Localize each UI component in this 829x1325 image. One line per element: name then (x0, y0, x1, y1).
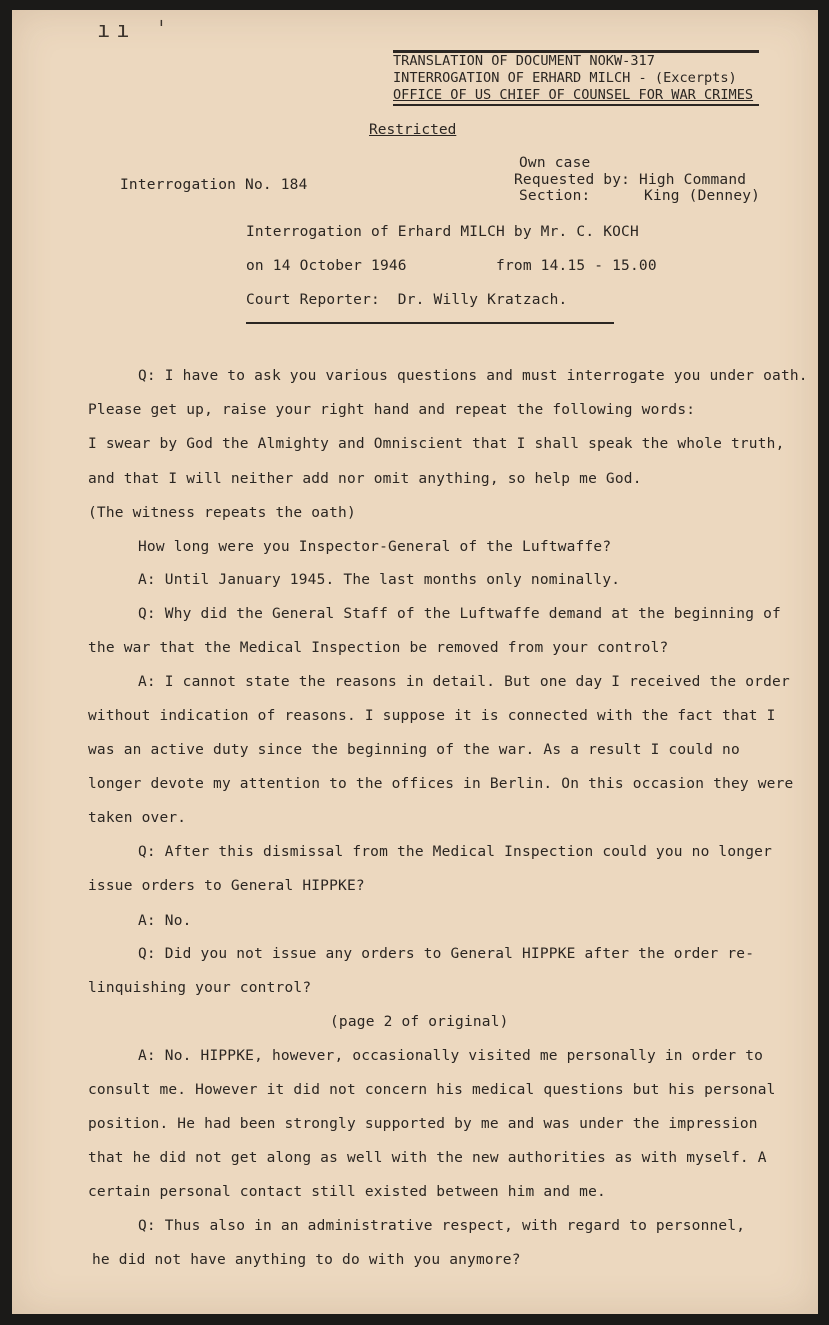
body-line: and that I will neither add nor omit anything, so help me God. (88, 471, 642, 487)
header-bottom-rule (393, 104, 759, 106)
title-line-1: Interrogation of Erhard MILCH by Mr. C. KOCH (246, 224, 639, 240)
page-marker: (page 2 of original) (330, 1014, 509, 1030)
interrogation-number: Interrogation No. 184 (120, 177, 308, 193)
header-line-3: OFFICE OF US CHIEF OF COUNSEL FOR WAR CRIMES (393, 87, 754, 103)
title-line-2: on 14 October 1946 from 14.15 - 15.00 (246, 258, 657, 274)
case-info-line-1: Own case (519, 155, 591, 171)
body-line: position. He had been strongly supported by me and was under the impression (88, 1116, 758, 1132)
body-line: A: No. (138, 913, 192, 929)
body-line: that he did not get along as well with the new authorities as with myself. A (88, 1150, 767, 1166)
body-line: he did not have anything to do with you anymore? (92, 1252, 521, 1268)
body-line: Please get up, raise your right hand and repeat the following words: (88, 402, 696, 418)
body-line: (The witness repeats the oath) (88, 505, 356, 521)
body-line: Q: I have to ask you various questions and must interrogate you under oath. (138, 368, 808, 384)
body-line: without indication of reasons. I suppose it is connected with the fact that I (88, 708, 776, 724)
header-line-2: INTERROGATION OF ERHARD MILCH - (Excerpts) (393, 70, 737, 86)
header-line-1: TRANSLATION OF DOCUMENT NOKW-317 (393, 53, 655, 69)
document-page (12, 10, 818, 1314)
body-line: Q: Why did the General Staff of the Luftwaffe demand at the beginning of (138, 606, 781, 622)
body-line: Q: After this dismissal from the Medical Inspection could you no longer (138, 844, 773, 860)
body-line: A: I cannot state the reasons in detail. But one day I received the order (138, 674, 790, 690)
body-line: linquishing your control? (88, 980, 312, 996)
body-line: longer devote my attention to the offices in Berlin. On this occasion they were (88, 776, 794, 792)
body-line: certain personal contact still existed between him and me. (88, 1184, 606, 1200)
body-line: Q: Thus also in an administrative respect, with regard to personnel, (138, 1218, 746, 1234)
restricted-label: Restricted (369, 122, 457, 138)
body-line: the war that the Medical Inspection be removed from your control? (88, 640, 669, 656)
body-line: was an active duty since the beginning of the war. As a result I could no (88, 742, 740, 758)
body-line: Q: Did you not issue any orders to General HIPPKE after the order re- (138, 946, 755, 962)
body-line: A: No. HIPPKE, however, occasionally visited me personally in order to (138, 1048, 764, 1064)
title-line-3: Court Reporter: Dr. Willy Kratzach. (246, 292, 568, 308)
margin-marks: ıı ˈ (97, 18, 174, 43)
body-line: How long were you Inspector-General of the Luftwaffe? (138, 539, 612, 555)
title-rule (246, 322, 614, 324)
document-header (393, 50, 759, 106)
body-line: A: Until January 1945. The last months only nominally. (138, 572, 621, 588)
body-line: I swear by God the Almighty and Omniscient that I shall speak the whole truth, (88, 436, 785, 452)
body-line: taken over. (88, 810, 187, 826)
body-line: issue orders to General HIPPKE? (88, 878, 365, 894)
case-info-line-3: Section: King (Denney) (519, 188, 761, 204)
case-info-line-2: Requested by: High Command (514, 172, 747, 188)
body-line: consult me. However it did not concern his medical questions but his personal (88, 1082, 776, 1098)
